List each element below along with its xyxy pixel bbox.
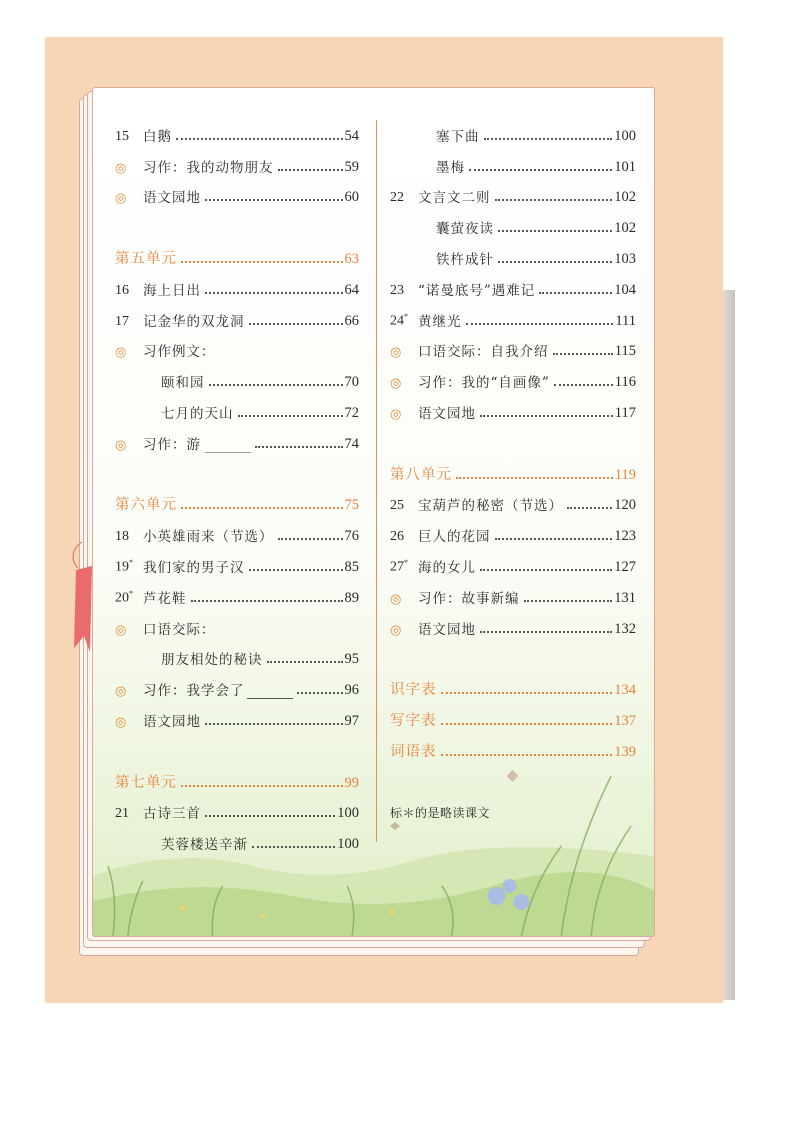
adjacent-page-edge bbox=[723, 290, 735, 1000]
entry-title: 习作例文： bbox=[143, 344, 216, 361]
toc-entry[interactable] bbox=[390, 360, 636, 391]
entry-title: 铁杵成针 bbox=[436, 251, 494, 268]
entry-title: 芦花鞋 bbox=[143, 590, 187, 607]
table-of-contents-page bbox=[92, 87, 655, 937]
bullet-icon: ◎ bbox=[115, 622, 127, 638]
dot-leader bbox=[267, 661, 343, 663]
toc-entry[interactable] bbox=[390, 268, 636, 299]
page-number: 127 bbox=[614, 558, 636, 575]
entry-title: 语文园地 bbox=[143, 713, 201, 730]
toc-entry[interactable] bbox=[115, 114, 359, 145]
page-number: 89 bbox=[344, 589, 359, 606]
dot-leader bbox=[181, 507, 343, 509]
dot-leader bbox=[498, 230, 612, 232]
dot-leader bbox=[205, 815, 335, 817]
dot-leader bbox=[456, 477, 613, 479]
toc-entry[interactable] bbox=[115, 268, 359, 299]
toc-entry[interactable] bbox=[115, 638, 359, 669]
dot-leader bbox=[181, 261, 343, 263]
toc-entry[interactable] bbox=[115, 576, 359, 607]
section-gap bbox=[390, 422, 636, 453]
dot-leader bbox=[498, 261, 612, 263]
page-number: 76 bbox=[344, 528, 359, 545]
page-number: 75 bbox=[344, 497, 359, 514]
toc-entry[interactable] bbox=[115, 330, 359, 361]
toc-unit-heading[interactable] bbox=[390, 668, 636, 699]
page-number: 137 bbox=[614, 712, 636, 729]
section-gap bbox=[115, 206, 359, 237]
section-gap bbox=[115, 453, 359, 484]
toc-unit-heading[interactable] bbox=[115, 761, 359, 792]
toc-entry[interactable] bbox=[115, 514, 359, 545]
bullet-icon: ◎ bbox=[390, 622, 402, 638]
page-number: 63 bbox=[344, 250, 359, 267]
entry-title: 我们家的男子汉 bbox=[143, 559, 245, 576]
page-number: 119 bbox=[614, 466, 636, 483]
toc-entry[interactable] bbox=[390, 299, 636, 330]
optional-reading-star: * bbox=[404, 311, 408, 321]
dot-leader bbox=[441, 692, 613, 694]
page-number: 117 bbox=[614, 404, 636, 421]
lesson-number: 21 bbox=[115, 806, 129, 822]
entry-title: 墨梅 bbox=[436, 159, 465, 176]
entry-title: 白鹅 bbox=[143, 128, 172, 145]
bullet-icon: ◎ bbox=[115, 437, 127, 453]
dot-leader bbox=[524, 600, 613, 602]
toc-entry[interactable] bbox=[390, 576, 636, 607]
dot-leader bbox=[297, 692, 343, 694]
page-number: 100 bbox=[614, 127, 636, 144]
bullet-icon: ◎ bbox=[115, 160, 127, 176]
lesson-number: 26 bbox=[390, 529, 404, 545]
bullet-icon: ◎ bbox=[390, 591, 402, 607]
toc-unit-heading[interactable] bbox=[115, 237, 359, 268]
lesson-number: 27* bbox=[390, 558, 408, 575]
entry-title: 黄继光 bbox=[418, 313, 462, 330]
entry-title: 第八单元 bbox=[390, 466, 452, 483]
optional-reading-star: * bbox=[129, 589, 133, 599]
dot-leader bbox=[495, 199, 613, 201]
toc-entry[interactable] bbox=[115, 360, 359, 391]
entry-title: 识字表 bbox=[390, 682, 437, 699]
bullet-icon: ◎ bbox=[390, 376, 402, 392]
page-number: 102 bbox=[614, 189, 636, 206]
dot-leader bbox=[238, 415, 343, 417]
toc-entry[interactable] bbox=[390, 237, 636, 268]
page-number: 54 bbox=[344, 127, 359, 144]
optional-reading-star: * bbox=[404, 558, 408, 568]
page-number: 134 bbox=[614, 682, 636, 699]
dot-leader bbox=[554, 384, 613, 386]
page-number: 115 bbox=[614, 343, 636, 360]
toc-entry[interactable] bbox=[115, 299, 359, 330]
entry-title: 习作：故事新编 bbox=[418, 590, 520, 607]
entry-title: 第七单元 bbox=[115, 774, 177, 791]
dot-leader bbox=[249, 323, 343, 325]
dot-leader bbox=[480, 569, 612, 571]
footnote: 标＊的是略读课文 bbox=[390, 806, 491, 820]
toc-entry[interactable] bbox=[390, 607, 636, 638]
toc-entry[interactable] bbox=[390, 391, 636, 422]
page-number: 102 bbox=[614, 220, 636, 237]
entry-title: 文言文二则 bbox=[418, 190, 491, 207]
entry-title: 第五单元 bbox=[115, 250, 177, 267]
page-number: 120 bbox=[614, 497, 636, 514]
entry-title: 芙蓉楼送辛渐 bbox=[161, 837, 248, 854]
dot-leader bbox=[249, 569, 343, 571]
toc-entry[interactable] bbox=[115, 422, 359, 453]
lesson-number: 19* bbox=[115, 558, 133, 575]
bullet-icon: ◎ bbox=[115, 684, 127, 700]
toc-entry[interactable] bbox=[115, 792, 359, 823]
entry-title: 古诗三首 bbox=[143, 806, 201, 823]
page-number: 72 bbox=[344, 404, 359, 421]
entry-title: 塞下曲 bbox=[436, 128, 480, 145]
entry-title: 词语表 bbox=[390, 743, 437, 760]
page-number: 100 bbox=[337, 836, 359, 853]
page-number: 66 bbox=[344, 312, 359, 329]
entry-title: 七月的天山 bbox=[161, 405, 234, 422]
dot-leader bbox=[255, 446, 343, 448]
toc-entry[interactable] bbox=[390, 330, 636, 361]
entry-title: 囊萤夜读 bbox=[436, 221, 494, 238]
entry-title: 习作：我的“自画像” bbox=[418, 375, 550, 392]
entry-title: 海上日出 bbox=[143, 282, 201, 299]
entry-title: 朋友相处的秘诀 bbox=[161, 652, 263, 669]
lesson-number: 25 bbox=[390, 498, 404, 514]
page-number: 59 bbox=[344, 158, 359, 175]
lesson-number: 17 bbox=[115, 313, 129, 329]
toc-entry[interactable] bbox=[390, 545, 636, 576]
entry-title: 第六单元 bbox=[115, 497, 177, 514]
page-number: 99 bbox=[344, 774, 359, 791]
toc-entry[interactable] bbox=[115, 668, 359, 699]
fill-in-blank bbox=[247, 687, 293, 699]
section-gap bbox=[115, 730, 359, 761]
lesson-number: 22 bbox=[390, 190, 404, 206]
entry-title: 习作：我的动物朋友 bbox=[143, 159, 274, 176]
toc-entry[interactable] bbox=[390, 176, 636, 207]
optional-reading-star: * bbox=[129, 558, 133, 568]
column-divider bbox=[376, 120, 377, 842]
entry-title: 语文园地 bbox=[418, 405, 476, 422]
toc-left-column bbox=[115, 114, 359, 853]
page-number: 60 bbox=[344, 189, 359, 206]
fill-in-blank bbox=[205, 441, 251, 453]
toc-entry[interactable] bbox=[115, 607, 359, 638]
lesson-number: 20* bbox=[115, 589, 133, 606]
page-number: 64 bbox=[344, 281, 359, 298]
dot-leader bbox=[278, 169, 343, 171]
dot-leader bbox=[495, 538, 613, 540]
entry-title: 宝葫芦的秘密（节选） bbox=[418, 498, 563, 515]
page-number: 103 bbox=[614, 250, 636, 267]
toc-entry[interactable] bbox=[390, 145, 636, 176]
page-number: 97 bbox=[344, 712, 359, 729]
bullet-icon: ◎ bbox=[115, 345, 127, 361]
toc-entry[interactable] bbox=[115, 822, 359, 853]
bullet-icon: ◎ bbox=[115, 191, 127, 207]
toc-entry[interactable] bbox=[115, 699, 359, 730]
entry-title: “诺曼底号”遇难记 bbox=[418, 282, 536, 299]
lesson-number: 18 bbox=[115, 529, 129, 545]
dot-leader bbox=[181, 785, 343, 787]
entry-title: 口语交际：自我介绍 bbox=[418, 344, 549, 361]
toc-unit-heading[interactable] bbox=[390, 453, 636, 484]
entry-title: 巨人的花园 bbox=[418, 529, 491, 546]
dot-leader bbox=[205, 292, 343, 294]
page-number: 74 bbox=[344, 435, 359, 452]
dot-leader bbox=[539, 292, 612, 294]
toc-unit-heading[interactable] bbox=[390, 699, 636, 730]
page-number: 131 bbox=[614, 589, 636, 606]
page-number: 70 bbox=[344, 374, 359, 391]
dot-leader bbox=[278, 538, 343, 540]
dot-leader bbox=[480, 415, 613, 417]
bullet-icon: ◎ bbox=[390, 406, 402, 422]
toc-entry[interactable] bbox=[390, 484, 636, 515]
dot-leader bbox=[553, 353, 613, 355]
page-number: 111 bbox=[615, 312, 636, 329]
dot-leader bbox=[176, 138, 343, 140]
page-number: 104 bbox=[614, 281, 636, 298]
page-number: 85 bbox=[344, 558, 359, 575]
dot-leader bbox=[466, 323, 614, 325]
toc-unit-heading[interactable] bbox=[115, 484, 359, 515]
toc-entry[interactable] bbox=[390, 514, 636, 545]
entry-title: 语文园地 bbox=[418, 621, 476, 638]
dot-leader bbox=[191, 600, 343, 602]
dot-leader bbox=[441, 723, 613, 725]
entry-title: 习作：游 bbox=[143, 436, 201, 453]
entry-title: 口语交际： bbox=[143, 621, 216, 638]
toc-entry[interactable] bbox=[390, 206, 636, 237]
lesson-number: 15 bbox=[115, 128, 129, 144]
bullet-icon: ◎ bbox=[390, 345, 402, 361]
dot-leader bbox=[441, 754, 613, 756]
page-number: 100 bbox=[337, 805, 359, 822]
lesson-number: 16 bbox=[115, 282, 129, 298]
entry-title: 语文园地 bbox=[143, 190, 201, 207]
page-number: 139 bbox=[614, 743, 636, 760]
section-gap bbox=[390, 638, 636, 669]
page-number: 132 bbox=[614, 620, 636, 637]
dot-leader bbox=[205, 723, 343, 725]
page-number: 95 bbox=[344, 651, 359, 668]
page-number: 96 bbox=[344, 682, 359, 699]
dot-leader bbox=[567, 507, 612, 509]
entry-title: 记金华的双龙洞 bbox=[143, 313, 245, 330]
dot-leader bbox=[209, 384, 343, 386]
page-number: 116 bbox=[614, 374, 636, 391]
toc-entry[interactable] bbox=[115, 145, 359, 176]
page-number: 101 bbox=[614, 158, 636, 175]
dot-leader bbox=[252, 846, 335, 848]
lesson-number: 24* bbox=[390, 311, 408, 329]
lesson-number: 23 bbox=[390, 282, 404, 298]
bullet-icon: ◎ bbox=[115, 714, 127, 730]
entry-title: 小英雄雨来（节选） bbox=[143, 529, 274, 546]
dot-leader bbox=[484, 138, 613, 140]
toc-entry[interactable] bbox=[115, 545, 359, 576]
toc-entry[interactable] bbox=[390, 114, 636, 145]
entry-title: 写字表 bbox=[390, 712, 437, 729]
page-number: 123 bbox=[614, 528, 636, 545]
dot-leader bbox=[469, 169, 612, 171]
toc-unit-heading[interactable] bbox=[390, 730, 636, 761]
dot-leader bbox=[205, 199, 343, 201]
toc-entry[interactable] bbox=[115, 391, 359, 422]
toc-right-column bbox=[390, 114, 636, 761]
dot-leader bbox=[480, 631, 612, 633]
toc-entry[interactable] bbox=[115, 176, 359, 207]
entry-title: 颐和园 bbox=[161, 375, 205, 392]
entry-title: 习作：我学会了 bbox=[143, 683, 245, 700]
entry-title: 海的女儿 bbox=[418, 559, 476, 576]
